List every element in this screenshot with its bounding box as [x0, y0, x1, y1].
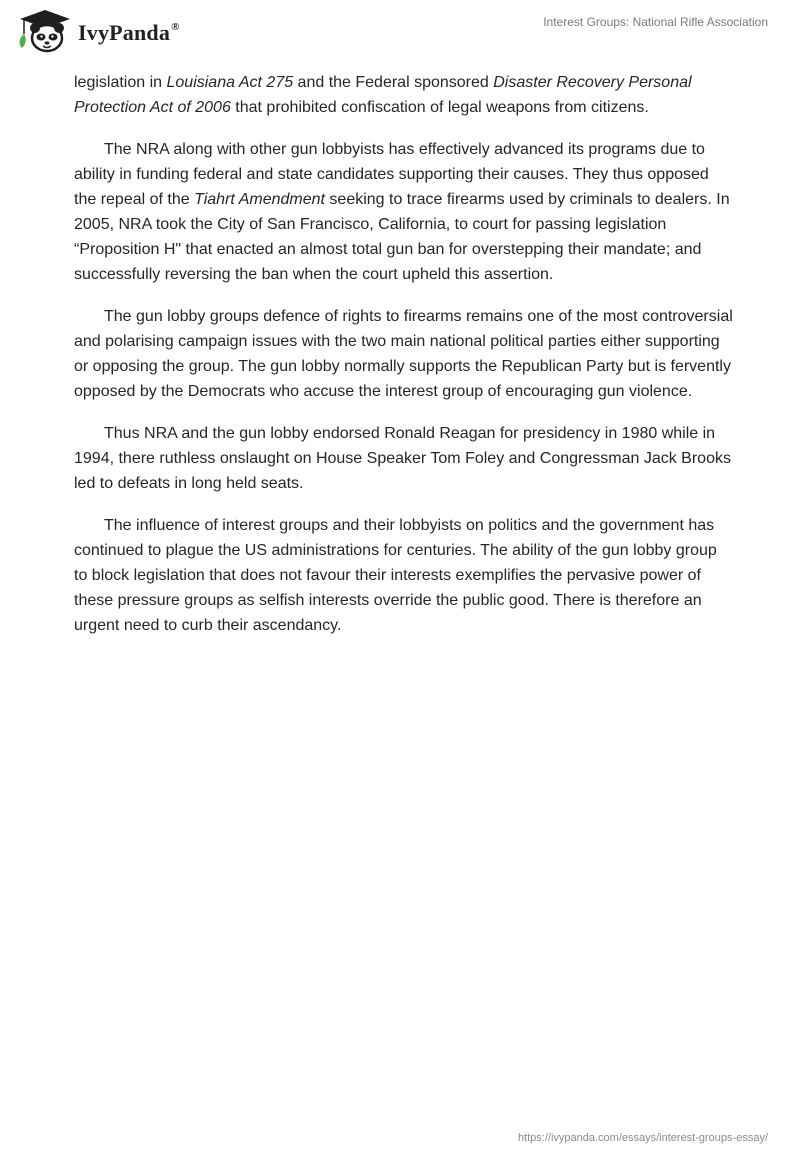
essay-body	[74, 70, 734, 655]
essay-paragraph	[74, 304, 734, 404]
paragraph-text: legislation in	[74, 74, 167, 91]
italic-title: Louisiana Act 275	[166, 74, 294, 91]
paragraph-text: The gun lobby groups defence of rights to firearms remains one of the most controversial and polarising campaign issues with the two main national political parties either supporting or opposing the group. The gun lobby normally supports the Republican Party but is fervently opposed by the Democrats who accuse the interest group of encouraging gun violence.	[74, 308, 733, 400]
registered-mark: ®	[171, 20, 180, 33]
paragraph-text: Thus NRA and the gun lobby endorsed Ronald Reagan for presidency in 1980 while in 1994, there ruthless onslaught on House Speaker Tom Foley and Congressman Jack Brooks led to defeats in long held seats.	[74, 425, 731, 492]
document-title: Interest Groups: National Rifle Association	[543, 15, 768, 29]
panda-graduation-cap-icon	[14, 8, 76, 54]
footer-url[interactable]: https://ivypanda.com/essays/interest-groups-essay/	[517, 1132, 768, 1144]
page-header	[0, 0, 800, 64]
brand-name[interactable]	[78, 20, 180, 46]
essay-paragraph	[74, 70, 734, 120]
paragraph-text: The influence of interest groups and their lobbyists on politics and the government has continued to plague the US administrations for centuries. The ability of the gun lobby group to block legislation that does not favour their interests exemplifies the pervasive power of these pressure groups as selfish interests override the public good. There is therefore an urgent need to curb their ascendancy.	[74, 517, 717, 634]
paragraph-text: that prohibited confiscation of legal weapons from citizens.	[230, 99, 649, 116]
brand-text: IvyPanda	[78, 20, 171, 45]
paragraph-text: seeking to trace firearms used by criminals to dealers. In 2005, NRA took the City of San Francisco, California, to court for passing legislation “Proposition H" that enacted an almost total gun ban for overstepping their mandate; and successfully reversing the ban when the court upheld this assertion.	[74, 191, 730, 283]
essay-paragraph	[74, 421, 734, 496]
essay-paragraph	[74, 137, 734, 287]
italic-title: Tiahrt Amendment	[194, 191, 325, 208]
paragraph-text: The NRA along with other gun lobbyists has effectively advanced its programs due to ability in funding federal and state candidates supporting their causes. They thus opposed the repeal of the	[74, 141, 709, 208]
italic-title: Disaster Recovery Personal Protection Act of 2006	[74, 74, 692, 116]
paragraph-text: and the Federal sponsored	[293, 74, 494, 91]
essay-paragraph	[74, 513, 734, 638]
